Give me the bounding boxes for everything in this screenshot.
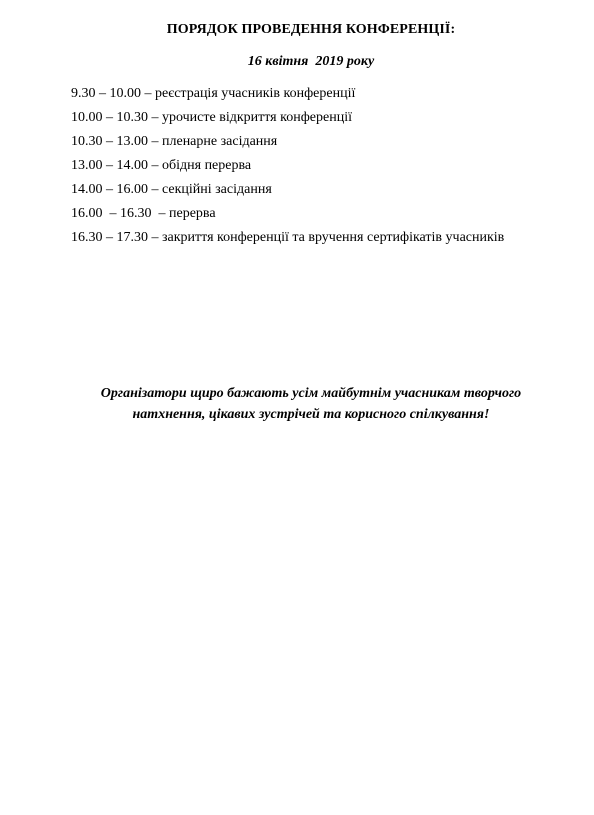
schedule-item: 13.00 – 14.00 – обідня перерва: [71, 158, 252, 173]
schedule-item: 16.30 – 17.30 – закриття конференції та вручення сертифікатів учасників: [71, 230, 505, 245]
conference-date: 16 квітня 2019 року: [247, 54, 375, 69]
schedule-item: 10.30 – 13.00 – пленарне засідання: [71, 134, 278, 149]
page-title: ПОРЯДОК ПРОВЕДЕННЯ КОНФЕРЕНЦІЇ:: [166, 22, 456, 37]
closing-wish-line: натхнення, цікавих зустрічей та корисного спілкування!: [132, 407, 490, 422]
schedule-item: 10.00 – 10.30 – урочисте відкриття конференції: [71, 110, 352, 125]
schedule-list: [71, 85, 504, 253]
schedule-item: 14.00 – 16.00 – секційні засідання: [71, 182, 272, 197]
closing-wish-line: Організатори щиро бажають усім майбутнім учасникам творчого: [100, 386, 522, 401]
closing-wish: [0, 383, 594, 425]
schedule-item: 16.00 – 16.30 – перерва: [71, 206, 216, 221]
schedule-item: 9.30 – 10.00 – реєстрація учасників конференції: [71, 86, 356, 101]
